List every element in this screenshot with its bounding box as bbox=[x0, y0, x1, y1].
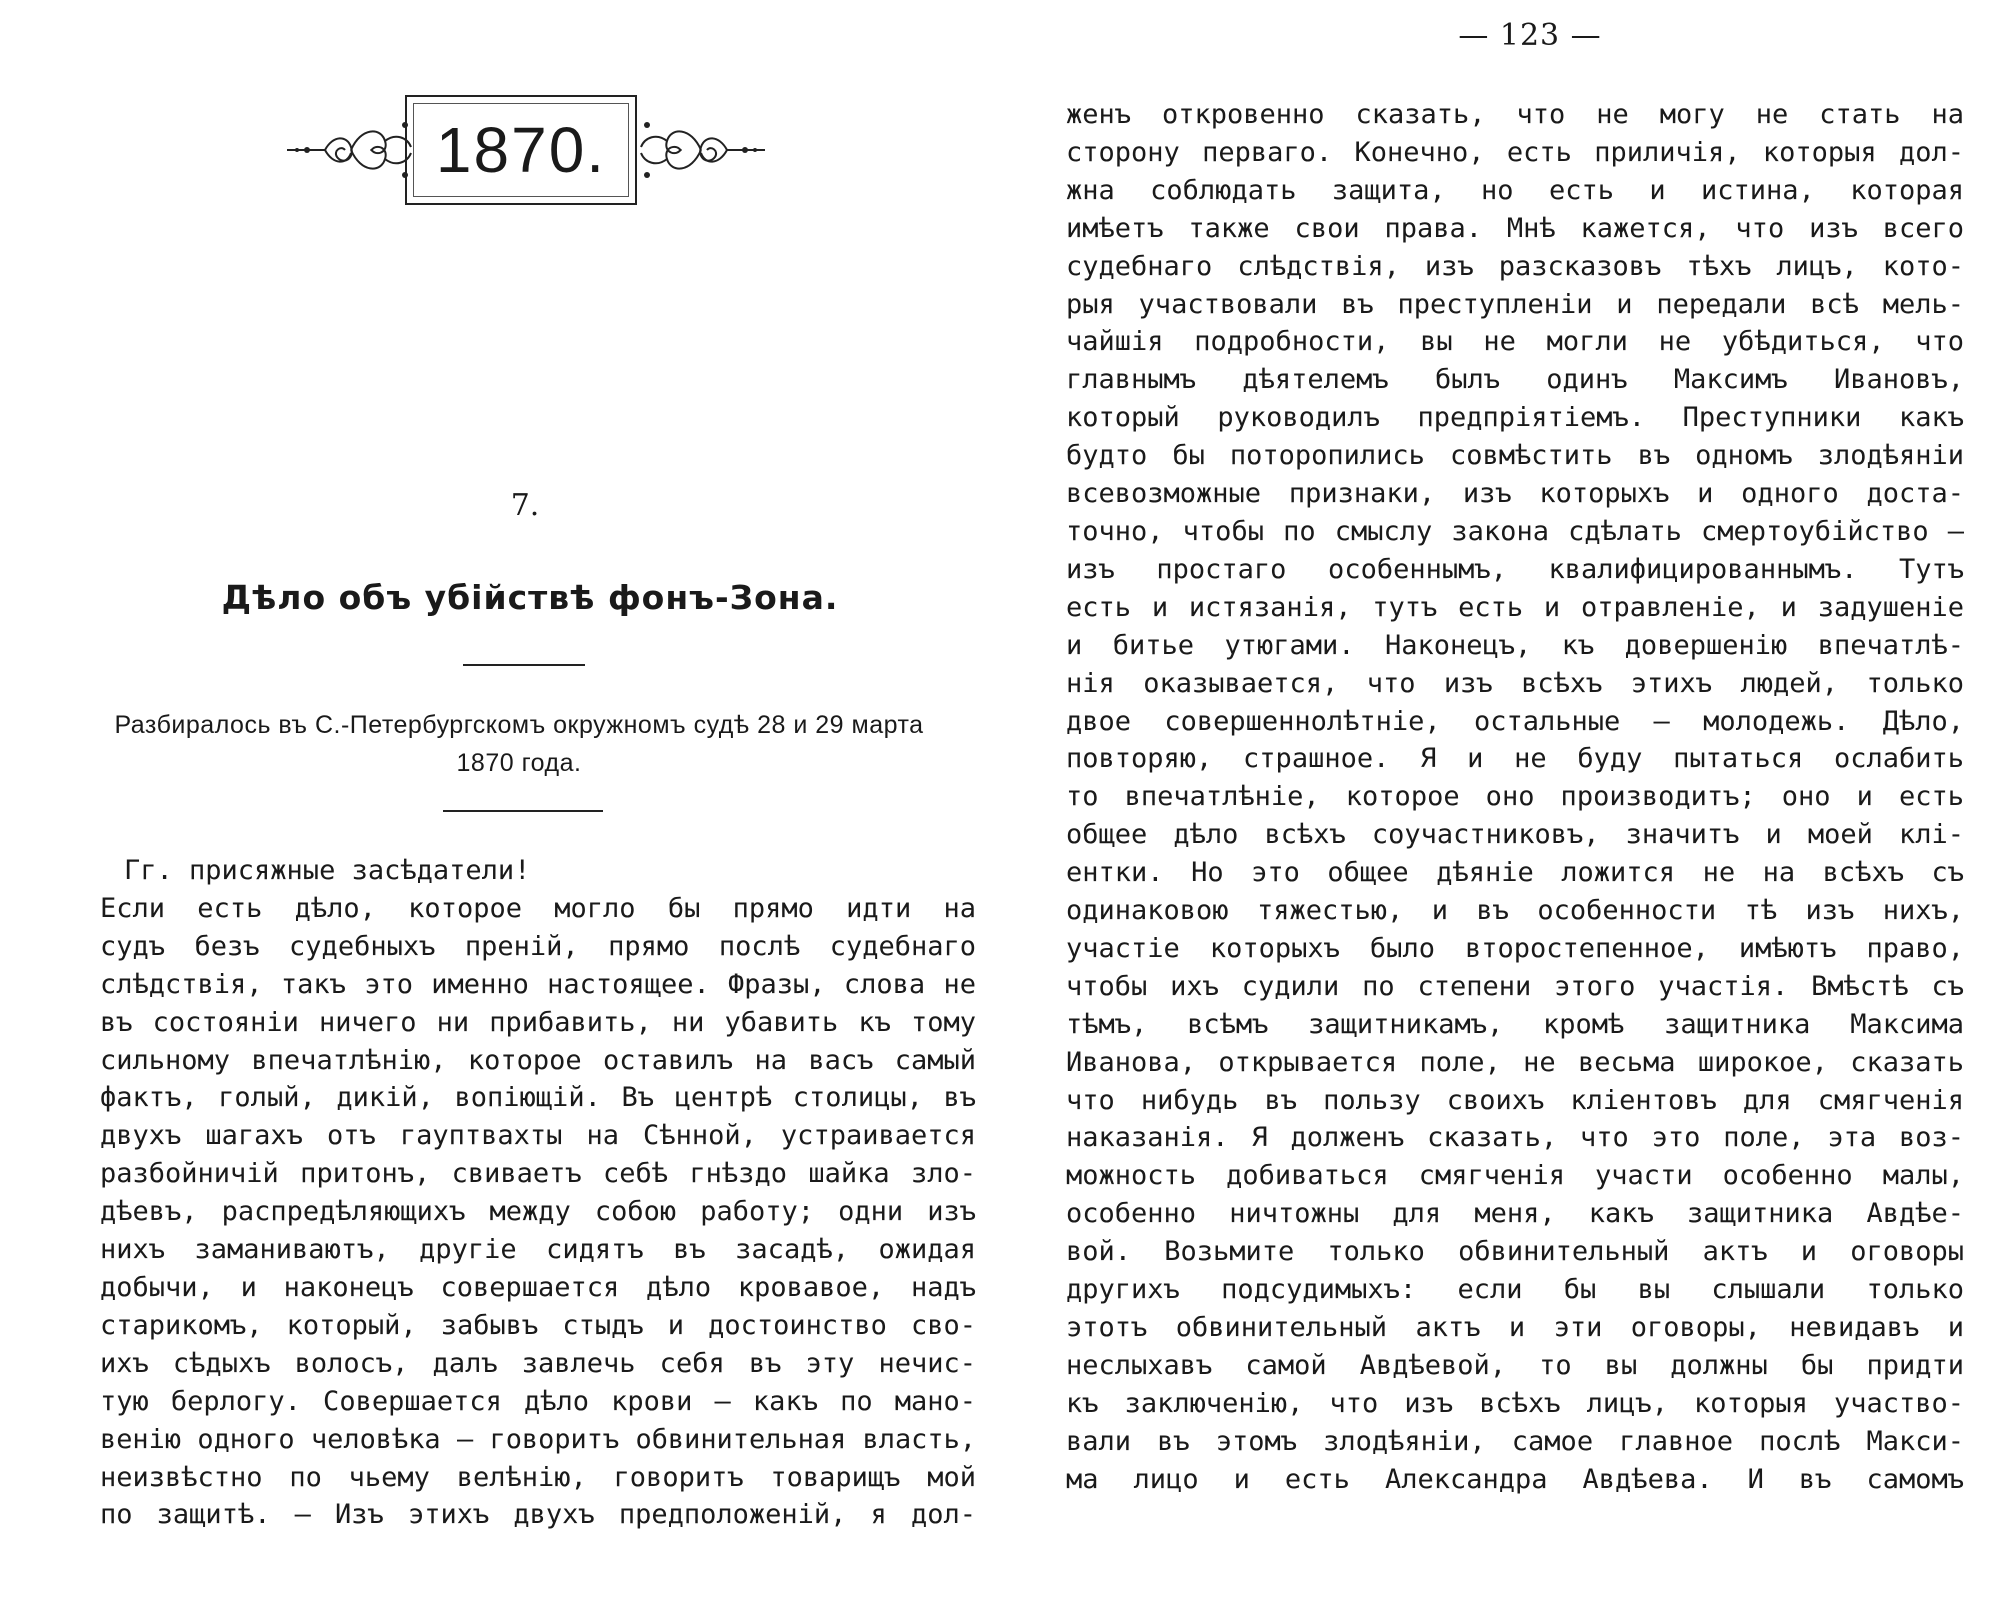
text-line: старикомъ, который, забывъ стыдъ и достоинство сво- bbox=[100, 1309, 976, 1341]
text-line: разбойничій притонъ, свиваетъ себѣ гнѣздо шайка зло- bbox=[100, 1158, 976, 1190]
page-number: — 123 — bbox=[1458, 18, 1602, 53]
text-line: этотъ обвинительный актъ и эти оговоры, невидавъ и bbox=[1066, 1312, 1964, 1343]
right-page-body bbox=[1066, 96, 1964, 1499]
text-line: ентки. Но это общее дѣяніе ложится не на всѣхъ съ bbox=[1066, 857, 1964, 889]
text-line: вали въ этомъ злодѣяніи, самое главное послѣ Макси- bbox=[1066, 1425, 1964, 1457]
text-line: неслыхавъ самой Авдѣевой, то вы должны бы придти bbox=[1066, 1349, 1964, 1381]
text-line: который руководилъ предпріятіемъ. Преступники какъ bbox=[1066, 402, 1964, 434]
text-line: тѣмъ, всѣмъ защитникамъ, кромѣ защитника Максима bbox=[1066, 1008, 1964, 1040]
text-line: повторяю, страшное. Я и не буду пытаться ослабить bbox=[1066, 743, 1964, 775]
text-line: двухъ шагахъ отъ гауптвахты на Сѣнной, устраивается bbox=[100, 1120, 976, 1152]
text-line: фактъ, голый, дикій, вопіющій. Въ центрѣ столицы, въ bbox=[100, 1082, 976, 1114]
text-line: вой. Возьмите только обвинительный актъ и оговоры bbox=[1066, 1236, 1964, 1268]
left-page-body bbox=[100, 852, 976, 1534]
subtitle-line: 1870 года. bbox=[456, 749, 582, 777]
text-line: есть и истязанія, тутъ есть и отравленіе, и задушеніе bbox=[1066, 591, 1964, 623]
text-line: и битье утюгами. Наконецъ, къ довершенію впечатлѣ- bbox=[1066, 629, 1964, 661]
text-line: жна соблюдать защита, но есть и истина, которая bbox=[1066, 174, 1964, 206]
text-line: судъ безъ судебныхъ преній, прямо послѣ судебнаго bbox=[100, 930, 976, 962]
text-line: добычи, и наконецъ совершается дѣло кровавое, надъ bbox=[100, 1271, 976, 1303]
year-label: 1870. bbox=[435, 114, 607, 186]
text-line: въ состояніи ничего ни прибавить, ни убавить къ тому bbox=[100, 1006, 976, 1038]
text-line: дѣевъ, распредѣляющихъ между собою работу; одни изъ bbox=[100, 1196, 976, 1228]
subtitle-line: Разбиралось въ С.-Петербургскомъ окружномъ судѣ 28 и 29 марта bbox=[114, 711, 924, 739]
text-line: всевозможные признаки, изъ которыхъ и одного доста- bbox=[1066, 478, 1964, 510]
text-line: судебнаго слѣдствія, изъ разсказовъ тѣхъ лицъ, кото- bbox=[1066, 250, 1964, 282]
text-line: чтобы ихъ судили по степени этого участія. Вмѣстѣ съ bbox=[1066, 970, 1964, 1002]
text-line: Иванова, открывается поле, не весьма широкое, сказать bbox=[1066, 1046, 1964, 1078]
right-scroll-ornament-icon bbox=[637, 117, 767, 183]
text-line: наказанія. Я долженъ сказать, что это поле, эта воз- bbox=[1066, 1122, 1964, 1154]
case-subtitle bbox=[64, 706, 974, 782]
title-divider bbox=[463, 664, 585, 666]
text-line: другихъ подсудимыхъ: если бы вы слышали только bbox=[1066, 1274, 1964, 1306]
text-line: изъ простаго особеннымъ, квалифицированнымъ. Тутъ bbox=[1066, 553, 1964, 585]
text-line: чайшія подробности, вы не могли не убѣдиться, что bbox=[1066, 326, 1964, 358]
text-line: общее дѣло всѣхъ соучастниковъ, значитъ и моей клі- bbox=[1066, 819, 1964, 851]
text-line: ихъ сѣдыхъ волосъ, далъ завлечь себя въ эту нечис- bbox=[100, 1347, 976, 1379]
text-line: двое совершеннолѣтніе, остальные — молодежь. Дѣло, bbox=[1066, 705, 1964, 737]
text-line: нія оказывается, что изъ всѣхъ этихъ людей, только bbox=[1066, 667, 1964, 699]
text-line: Гг. присяжные засѣдатели! bbox=[124, 855, 531, 886]
text-line: особенно ничтожны для меня, какъ защитника Авдѣе- bbox=[1066, 1198, 1964, 1230]
text-line: участіе которыхъ было второстепенное, имѣютъ право, bbox=[1066, 932, 1964, 964]
right-page bbox=[1000, 0, 2000, 1620]
left-scroll-ornament-icon bbox=[285, 117, 415, 183]
text-line: то впечатлѣніе, которое оно производитъ; оно и есть bbox=[1066, 781, 1964, 813]
text-line: точно, чтобы по смыслу закона сдѣлать смертоубійство — bbox=[1066, 515, 1964, 547]
text-line: что нибудь въ пользу своихъ кліентовъ для смягченія bbox=[1066, 1084, 1964, 1116]
text-line: слѣдствія, такъ это именно настоящее. Фразы, слова не bbox=[100, 968, 976, 1000]
text-line: тую берлогу. Совершается дѣло крови — какъ по мано- bbox=[100, 1385, 976, 1417]
text-line: главнымъ дѣятелемъ былъ одинъ Максимъ Ивановъ, bbox=[1066, 364, 1964, 396]
year-frame bbox=[405, 95, 637, 205]
text-line: ма лицо и есть Александра Авдѣева. И въ самомъ bbox=[1066, 1463, 1964, 1495]
text-line: Если есть дѣло, которое могло бы прямо идти на bbox=[100, 892, 976, 924]
text-line: можность добиваться смягченія участи особенно малы, bbox=[1066, 1160, 1964, 1192]
text-line: сильному впечатлѣнію, которое оставилъ на васъ самый bbox=[100, 1044, 976, 1076]
text-line: нихъ заманиваютъ, другіе сидятъ въ засадѣ, ожидая bbox=[100, 1234, 976, 1266]
text-line: будто бы поторопились совмѣстить въ одномъ злодѣяніи bbox=[1066, 440, 1964, 472]
text-line: одинаковою тяжестью, и въ особенности тѣ изъ нихъ, bbox=[1066, 895, 1964, 927]
text-line: имѣетъ также свои права. Мнѣ кажется, что изъ всего bbox=[1066, 212, 1964, 244]
text-line: венію одного человѣка — говоритъ обвинительная власть, bbox=[100, 1423, 976, 1455]
text-line: рыя участвовали въ преступленіи и передали всѣ мель- bbox=[1066, 288, 1964, 320]
text-line: неизвѣстно по чьему велѣнію, говоритъ товарищъ мой bbox=[100, 1461, 976, 1493]
text-line: женъ откровенно сказать, что не могу не стать на bbox=[1066, 99, 1964, 130]
chapter-title: Дѣло объ убійствѣ фонъ-Зона. bbox=[221, 578, 839, 617]
text-line: сторону перваго. Конечно, есть приличія, которыя дол- bbox=[1066, 136, 1964, 168]
year-cartouche bbox=[285, 95, 765, 210]
text-line: къ заключенію, что изъ всѣхъ лицъ, которыя участво- bbox=[1066, 1387, 1964, 1419]
text-line: по защитѣ. — Изъ этихъ двухъ предположеній, я дол- bbox=[100, 1499, 976, 1531]
chapter-number: 7. bbox=[510, 488, 540, 523]
subtitle-divider bbox=[443, 810, 603, 812]
